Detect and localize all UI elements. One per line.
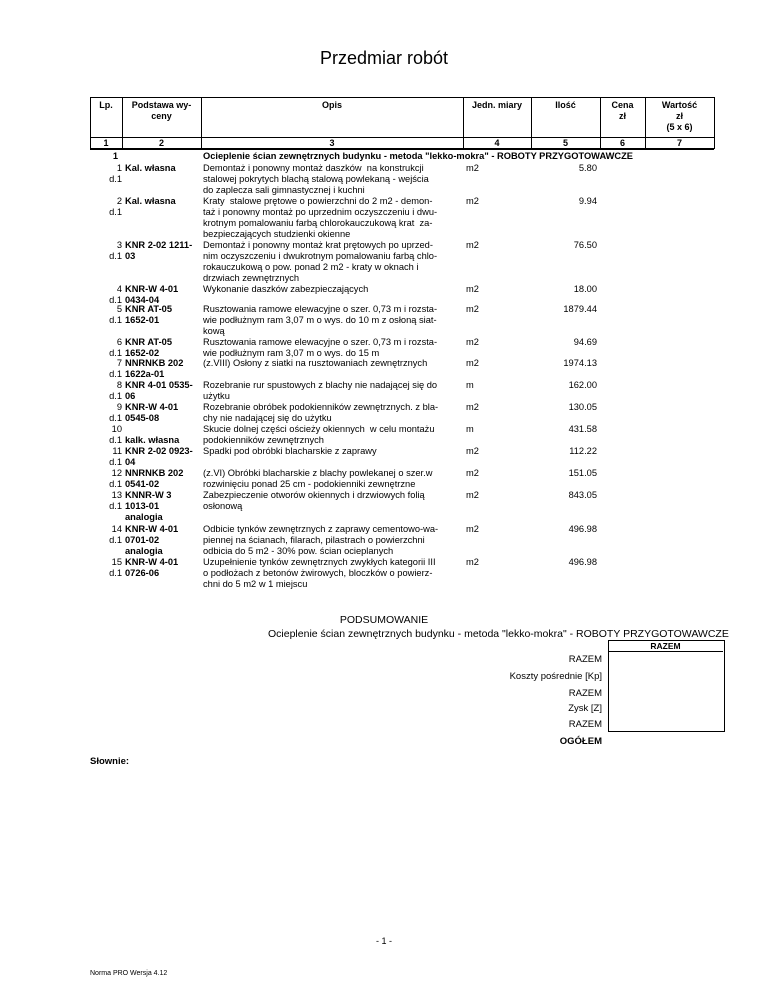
row-basis: 1013-01 [125,501,160,511]
row-basis: KNR 2-02 0923- [125,446,193,456]
row-desc-line: Kraty stalowe prętowe o powierzchni do 2 m2 - demon- [203,196,433,206]
row-lp: 12 [111,468,122,478]
row-basis: 04 [125,457,136,467]
row-desc-line: Rusztowania ramowe elewacyjne o szer. 0,73 m i rozsta- [203,304,438,314]
row-qty: 18.00 [573,284,597,294]
row-basis: 0701-02 [125,535,160,545]
row-unit: m2 [466,163,479,173]
header-price-line: Cena [611,100,634,110]
row-qty: 5.80 [578,163,597,173]
summary-row-razem-1: RAZEM [568,654,602,665]
row-lp: 10 [111,424,122,434]
row-basis: 0726-06 [125,568,160,578]
col-line [714,97,715,149]
row-basis: 0434-04 [125,295,160,305]
table-top-border [90,97,714,98]
row-basis: KNR-W 4-01 [125,524,179,534]
row-basis: 03 [125,251,136,261]
row-qty: 496.98 [568,557,597,567]
row-lp: 5 [116,304,122,314]
row-desc-line: chni do 5 m2 w 1 miejscu [203,579,308,589]
row-basis: KNR 2-02 1211- [125,240,193,250]
row-basis: kalk. własna [125,435,180,445]
row-qty: 112.22 [569,446,597,456]
header-value-line: (5 x 6) [666,122,693,132]
row-basis: KNR AT-05 [125,337,173,347]
row-lp-sub: d.1 [109,295,122,305]
row-lp-sub: d.1 [109,315,122,325]
row-qty: 162.00 [568,380,597,390]
row-lp-sub: d.1 [109,457,122,467]
row-qty: 496.98 [568,524,597,534]
summary-row-razem-2: RAZEM [568,688,602,699]
row-basis: KNR-W 4-01 [125,284,179,294]
row-lp: 1 [116,163,122,173]
summary-row-koszty: Koszty pośrednie [Kp] [509,671,602,682]
row-desc-line: Spadki pod obróbki blacharskie z zaprawy [203,446,377,456]
row-qty: 94.69 [573,337,597,347]
row-desc-line: piennej na ścianach, filarach, pilastrach o powierzchni [203,535,425,545]
row-lp-sub: d.1 [109,568,122,578]
summary-value-box [608,640,725,732]
row-desc-line: wie podłużnym ram 3,07 m o wys. do 15 m [203,348,380,358]
row-desc-line: o podłożach z betonów żwirowych, bloczków o powierz- [203,568,433,578]
row-basis: 1652-02 [125,348,160,358]
row-unit: m2 [466,557,479,567]
row-basis: analogia [125,546,163,556]
row-basis: Kal. własna [125,163,176,173]
row-qty: 431.58 [568,424,597,434]
row-basis: 06 [125,391,136,401]
row-desc-line: Odbicie tynków zewnętrznych z zaprawy cementowo-wa- [203,524,439,534]
row-desc-line: wie podłużnym ram 3,07 m o wys. do 10 m z osłoną siat- [203,315,437,325]
row-unit: m2 [466,524,479,534]
header-basis-line: ceny [151,111,172,121]
row-lp: 15 [111,557,122,567]
row-basis: NNRNKB 202 [125,468,184,478]
summary-heading: PODSUMOWANIE [339,614,429,626]
footer-version: Norma PRO Wersja 4.12 [90,970,168,977]
colnum-1: 1 [103,138,109,148]
slownie-label: Słownie: [90,756,130,767]
row-desc-line: Skucie dolnej części ościeży okiennych w celu montażu [203,424,435,434]
row-unit: m2 [466,468,479,478]
colnum-4: 4 [494,138,500,148]
row-basis: KNR 4-01 0535- [125,380,193,390]
row-lp-sub: d.1 [109,413,122,423]
row-basis: KNR-W 4-01 [125,557,179,567]
row-basis: KNR AT-05 [125,304,173,314]
colnum-2: 2 [158,138,164,148]
row-lp-sub: d.1 [109,435,122,445]
row-desc-line: Wykonanie daszków zabezpieczających [203,284,369,294]
row-unit: m2 [466,337,479,347]
header-price-line: zł [618,111,626,121]
row-desc-line: taż i ponowny montaż po uprzednim oczyszczeniu i dwu- [203,207,438,217]
row-basis: 0541-02 [125,479,160,489]
row-lp: 13 [111,490,122,500]
row-lp: 14 [111,524,122,534]
row-desc-line: (z.VIII) Osłony z siatki na rusztowaniach zewnętrznych [203,358,428,368]
row-desc-line: Rozebranie obróbek podokienników zewnętrznych. z bla- [203,402,439,412]
page-title: Przedmiar robót [319,48,449,68]
section-title: Ocieplenie ścian zewnętrznych budynku - metoda "lekko-mokra" - ROBOTY PRZYGOTOWAWCZE [203,151,634,161]
header-value [645,100,714,133]
row-unit: m2 [466,358,479,368]
row-desc-line: chy nie nadającej się do użytku [203,413,332,423]
section-number: 1 [112,151,118,161]
row-lp-sub: d.1 [109,501,122,511]
row-desc-line: do zaplecza sali gimnastycznej i kuchni [203,185,365,195]
row-basis: 1652-01 [125,315,160,325]
header-qty: Ilość [555,100,576,110]
row-lp: 3 [116,240,122,250]
row-desc-line: nim oczyszczeniu i dwukrotnym pomalowaniu farbą chlo- [203,251,438,261]
summary-row-zysk: Zysk [Z] [568,703,602,714]
row-unit: m2 [466,284,479,294]
row-desc-line: krotnym pomalowaniu farbą chlorokauczukową krat za- [203,218,433,228]
summary-total: OGÓŁEM [559,736,602,747]
row-qty: 130.05 [568,402,597,412]
row-basis: 0545-08 [125,413,160,423]
row-qty: 1879.44 [563,304,597,314]
summary-section-title: Ocieplenie ścian zewnętrznych budynku - metoda "lekko-mokra" - ROBOTY PRZYGOTOWAWCZE [268,628,729,640]
row-basis: 1622a-01 [125,369,165,379]
row-qty: 843.05 [568,490,597,500]
row-lp-sub: d.1 [109,348,122,358]
header-unit: Jedn. miary [471,100,523,110]
row-lp: 7 [116,358,122,368]
row-desc-line: stalowej pokrytych blachą stalową powlekaną - wejścia [203,174,429,184]
header-basis-line: Podstawa wy- [131,100,192,110]
row-desc-line: Demontaż i ponowny montaż krat prętowych po uprzed- [203,240,433,250]
header-desc: Opis [321,100,342,110]
colnum-3: 3 [329,138,335,148]
row-qty: 76.50 [573,240,597,250]
row-lp: 8 [116,380,122,390]
row-desc-line: rozwinięciu ponad 25 cm - podokienniki zewnętrzne [203,479,416,489]
row-lp: 4 [116,284,122,294]
row-desc-line: podokienników zewnętrznych [203,435,324,445]
row-desc-line: bezpieczających studzienki okienne [203,229,351,239]
row-desc-line: Rusztowania ramowe elewacyjne o szer. 0,73 m i rozsta- [203,337,438,347]
row-basis: KNNR-W 3 [125,490,172,500]
row-unit: m2 [466,490,479,500]
row-unit: m2 [466,196,479,206]
header-basis [122,100,201,122]
header-lp: Lp. [99,100,113,110]
row-desc-line: Demontaż i ponowny montaż daszków na konstrukcji [203,163,424,173]
row-desc-line: (z.VI) Obróbki blacharskie z blachy powlekanej o szer.w [203,468,433,478]
header-price [600,100,645,122]
row-lp-sub: d.1 [109,391,122,401]
row-lp: 2 [116,196,122,206]
row-lp: 6 [116,337,122,347]
colnum-6: 6 [619,138,625,148]
row-desc-line: osłonową [203,501,243,511]
header-value-line: Wartość [661,100,698,110]
row-lp-sub: d.1 [109,535,122,545]
row-unit: m [466,380,474,390]
row-qty: 151.05 [568,468,597,478]
header-value-line: zł [675,111,683,121]
row-lp-sub: d.1 [109,251,122,261]
row-unit: m2 [466,402,479,412]
row-qty: 9.94 [578,196,597,206]
row-desc-line: Zabezpieczenie otworów okiennych i drzwiowych folią [203,490,425,500]
row-unit: m2 [466,240,479,250]
row-basis: NNRNKB 202 [125,358,184,368]
row-desc-line: odbicia do 5 m2 - 30% pow. ścian ocieplanych [203,546,394,556]
row-basis: analogia [125,512,163,522]
row-unit: m2 [466,446,479,456]
row-desc-line: Uzupełnienie tynków zewnętrznych zwykłych kategorii III [203,557,436,567]
row-unit: m [466,424,474,434]
row-desc-line: Rozebranie rur spustowych z blachy nie nadającej się do [203,380,438,390]
colnum-7: 7 [676,138,682,148]
summary-row-razem-3: RAZEM [568,719,602,730]
colnum-5: 5 [562,138,568,148]
row-qty: 1974.13 [563,358,597,368]
row-lp: 9 [116,402,122,412]
row-basis: Kal. własna [125,196,176,206]
row-lp-sub: d.1 [109,369,122,379]
row-lp-sub: d.1 [109,207,122,217]
summary-col-header: RAZEM [608,641,723,652]
page-number: - 1 - [375,936,392,946]
row-lp-sub: d.1 [109,479,122,489]
row-lp: 11 [112,446,122,456]
row-unit: m2 [466,304,479,314]
row-basis: KNR-W 4-01 [125,402,179,412]
row-desc-line: drzwiach zewnętrznych [203,273,300,283]
row-desc-line: użytku [203,391,230,401]
row-desc-line: kową [203,326,225,336]
row-lp-sub: d.1 [109,174,122,184]
row-desc-line: rokauczukową o pow. ponad 2 m2 - kraty w oknach i [203,262,419,272]
